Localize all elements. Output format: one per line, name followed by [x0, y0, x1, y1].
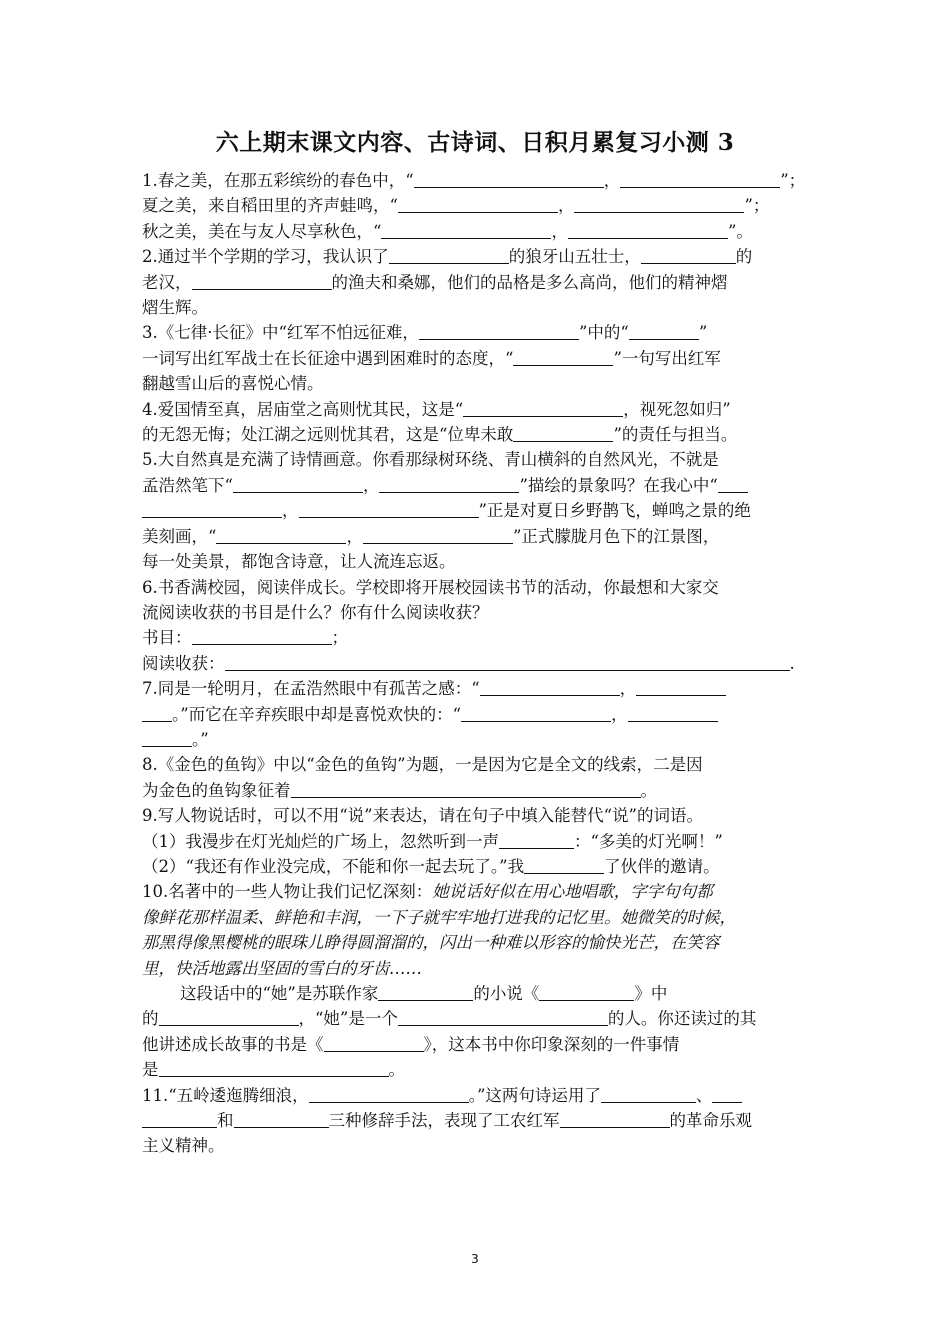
q1-line-3: 秋之美，美在与友人尽享秋色，“ ， ”。 — [142, 221, 753, 241]
q8-line-1: 8.《金色的鱼钩》中以“金色的鱼钩”为题，一是因为它是全文的线索，二是因 — [142, 755, 703, 775]
answer-blank[interactable] — [419, 321, 579, 340]
answer-blank[interactable] — [142, 703, 172, 722]
book-title-blank[interactable] — [192, 626, 332, 645]
q9-line-1: 9.写人物说话时，可以不用“说”来表达，请在句子中填入能替代“说”的词语。 — [142, 806, 703, 826]
answer-blank[interactable] — [142, 1109, 217, 1128]
q5-line-3: ， ”正是对夏日乡野鹊飞，蝉鸣之景的绝 — [142, 498, 814, 523]
author-blank[interactable] — [378, 982, 473, 1001]
answer-blank[interactable] — [712, 1084, 742, 1103]
reading-gain-blank[interactable] — [225, 652, 790, 671]
answer-blank[interactable] — [568, 220, 728, 239]
q6-line-1: 6.书香满校园，阅读伴成长。学校即将开展校园读书节的活动，你最想和大家交 — [142, 577, 719, 597]
q2-line-1: 2.通过半个学期的学习，我认识了 的狼牙山五壮士， 的 — [142, 247, 753, 267]
answer-blank[interactable] — [463, 398, 623, 417]
answer-blank[interactable] — [192, 271, 332, 290]
worksheet-body — [142, 168, 814, 1159]
q10-line-8: 是 。 — [142, 1060, 405, 1080]
q3-line-3: 翻越雪山后的喜悦心情。 — [142, 374, 324, 394]
answer-blank[interactable] — [560, 1109, 670, 1128]
answer-blank[interactable] — [641, 245, 736, 264]
answer-blank[interactable] — [299, 499, 479, 518]
answer-blank[interactable] — [513, 423, 613, 442]
answer-blank[interactable] — [414, 169, 604, 188]
answer-blank[interactable] — [324, 1033, 424, 1052]
answer-blank[interactable] — [513, 347, 613, 366]
answer-blank[interactable] — [499, 830, 574, 849]
answer-blank[interactable] — [718, 474, 748, 493]
q10-line-6: 的 ，“她”是一个 的人。你还读过的其 — [142, 1009, 757, 1029]
q10-line-5: 这段话中的“她”是苏联作家 的小说《 》中 — [180, 984, 668, 1003]
answer-blank[interactable] — [159, 1007, 299, 1026]
q8-line-2: 为金色的鱼钩象征着 。 — [142, 780, 657, 800]
q11-line-2: 和 三种修辞手法，表现了工农红军 的革命乐观 — [142, 1108, 814, 1133]
answer-blank[interactable] — [233, 474, 363, 493]
answer-blank[interactable] — [461, 703, 611, 722]
answer-blank[interactable] — [142, 728, 192, 747]
q10-excerpt-line-4: 里，快活地露出坚固的雪白的牙齿…… — [142, 958, 423, 978]
answer-blank[interactable] — [291, 779, 641, 798]
answer-blank[interactable] — [628, 703, 718, 722]
answer-blank[interactable] — [363, 525, 513, 544]
q5-line-4: 美刻画，“ ， ”正式朦胧月色下的江景图， — [142, 526, 720, 546]
q4-line-1: 4.爱国情至真，居庙堂之高则忧其民，这是“ ，视死忽如归” — [142, 399, 731, 419]
q2-line-2: 老汉， 的渔夫和桑娜，他们的品格是多么高尚，他们的精神熠 — [142, 272, 728, 292]
q6-book-line: 书目： ； — [142, 628, 348, 648]
q4-line-2: 的无怨无悔；处江湖之远则忧其君，这是“位卑未敢 ”的责任与担当。 — [142, 425, 738, 445]
q6-gain-line: 阅读收获： . — [142, 653, 795, 673]
q1-line-2: 夏之美，来自稻田里的齐声蛙鸣，“ ， ”； — [142, 196, 770, 216]
answer-blank[interactable] — [524, 855, 604, 874]
page-title: 六上期末课文内容、古诗词、日积月累复习小测 3 — [215, 129, 735, 156]
q1-line-1: 1.春之美，在那五彩缤纷的春色中，“ ， ”； — [142, 171, 806, 190]
answer-blank[interactable] — [601, 1084, 696, 1103]
q10-excerpt-line-3: 那黑得像黑樱桃的眼珠儿睁得圆溜溜的，闪出一种难以形容的愉快光芒，在笑容 — [142, 933, 720, 953]
answer-blank[interactable] — [398, 194, 558, 213]
page-number: 3 — [471, 1252, 479, 1266]
q6-line-2: 流阅读收获的书目是什么？你有什么阅读收获？ — [142, 602, 489, 622]
novel-title-blank[interactable] — [539, 982, 634, 1001]
q5-line-1: 5.大自然真是充满了诗情画意。你看那绿树环绕、青山横斜的自然风光，不就是 — [142, 450, 719, 470]
q10-line-1: 10.名著中的一些人物让我们记忆深刻：她说话好似在用心地唱歌，字字句句都 — [142, 882, 713, 902]
q10-line-7: 他讲述成长故事的书是《 》，这本书中你印象深刻的一件事情 — [142, 1034, 680, 1054]
answer-blank[interactable] — [142, 499, 282, 518]
q2-line-3: 熠生辉。 — [142, 298, 208, 318]
answer-blank[interactable] — [159, 1058, 389, 1077]
answer-blank[interactable] — [629, 321, 699, 340]
q5-line-5: 每一处美景，都饱含诗意，让人流连忘返。 — [142, 552, 456, 572]
answer-blank[interactable] — [309, 1084, 469, 1103]
answer-blank[interactable] — [379, 474, 519, 493]
answer-blank[interactable] — [234, 1109, 329, 1128]
answer-blank[interactable] — [398, 1007, 608, 1026]
answer-blank[interactable] — [480, 677, 620, 696]
q11-line-1: 11.“五岭逶迤腾细浪， 。”这两句诗运用了 、 — [142, 1083, 814, 1108]
q9-line-3: （2）“我还有作业没完成，不能和你一起去玩了。”我 了伙伴的邀请。 — [142, 856, 720, 876]
q7-line-3: 。” — [142, 727, 814, 752]
q9-line-2: （1）我漫步在灯光灿烂的广场上，忽然听到一声 ：“多美的灯光啊！” — [142, 831, 723, 851]
answer-blank[interactable] — [381, 220, 551, 239]
answer-blank[interactable] — [620, 169, 780, 188]
q3-line-1: 3.《七律·长征》中“红军不怕远征难， ”中的“ ” — [142, 323, 708, 343]
q7-line-2: 。”而它在辛弃疾眼中却是喜悦欢快的：“ ， — [142, 702, 814, 727]
q11-line-3: 主义精神。 — [142, 1136, 225, 1156]
q5-line-2: 孟浩然笔下“ ， ”描绘的景象吗？在我心中“ — [142, 473, 814, 498]
q7-line-1: 7.同是一轮明月，在孟浩然眼中有孤苦之感：“ ， — [142, 676, 814, 701]
answer-blank[interactable] — [636, 677, 726, 696]
answer-blank[interactable] — [389, 245, 509, 264]
q10-excerpt-line-2: 像鲜花那样温柔、鲜艳和丰润，一下子就牢牢地打进我的记忆里。她微笑的时候， — [142, 907, 736, 927]
q3-line-2: 一词写出红军战士在长征途中遇到困难时的态度，“ ”一句写出红军 — [142, 348, 721, 368]
answer-blank[interactable] — [216, 525, 346, 544]
answer-blank[interactable] — [574, 194, 744, 213]
